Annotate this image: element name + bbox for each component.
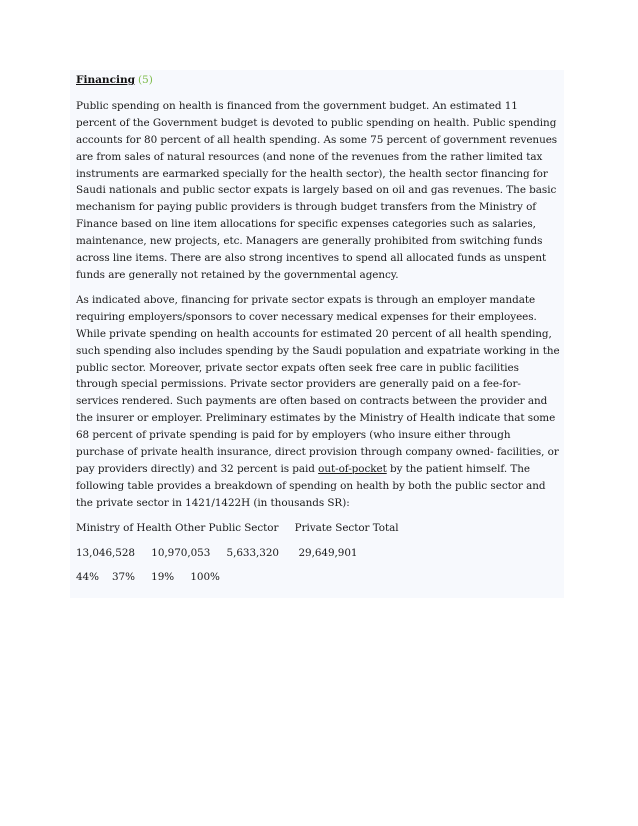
section-heading — [76, 72, 560, 89]
table-header-row: Ministry of Health Other Public Sector Private Sector Total — [76, 521, 399, 534]
section-title: Financing — [76, 74, 135, 86]
paragraph-private-text-1: As indicated above, financing for private sector expats is through an employer mandate requiring employers/sponsors to cover necessary medical expenses for their employees. While private spending on health accounts for estimated 20 percent of all health spending, such spending also includes spending by the Saudi population and expatriate working in the public sector. Moreover, private sector expats often seek free care in public facilities through special permissions. Private sector providers are generally paid on a fee-for-services rendered. Such payments are often based on contracts between the provider and the insurer or employer. Preliminary estimates by the Ministry of Health indicate that some 68 percent of private spending is paid for by employers (who insure either through purchase of private health insurance, direct provision through company owned- facilities, or pay providers directly) and 32 percent is paid — [76, 293, 560, 475]
section-reference[interactable]: (5) — [137, 74, 153, 86]
table-values-row: 13,046,528 10,970,053 5,633,320 29,649,901 — [76, 546, 358, 559]
paragraph-private-financing — [76, 292, 560, 512]
document-content — [70, 70, 564, 598]
out-of-pocket-link[interactable]: out-of-pocket — [318, 462, 387, 475]
paragraph-public-financing: Public spending on health is financed from the government budget. An estimated 11 percent of the Government budget is devoted to public spending on health. Public spending accounts for 80 percent of all health spending. As some 75 percent of government revenues are from sales of natural resources (and none of the revenues from the rather limited tax instruments are earmarked specially for the health sector), the health sector financing for Saudi nationals and public sector expats is largely based on oil and gas revenues. The basic mechanism for paying public providers is through budget transfers from the Ministry of Finance based on line item allocations for specific expenses categories such as salaries, maintenance, new projects, etc. Managers are generally prohibited from switching funds across line items. There are also strong incentives to spend all allocated funds as unspent funds are generally not retained by the governmental agency. — [76, 99, 558, 281]
paragraph-private-text-2: by the patient himself. The following table provides a breakdown of spending on health by both the public sector and the private sector in 1421/1422H (in thousands SR): — [76, 462, 546, 509]
table-percents-row: 44% 37% 19% 100% — [76, 571, 220, 584]
